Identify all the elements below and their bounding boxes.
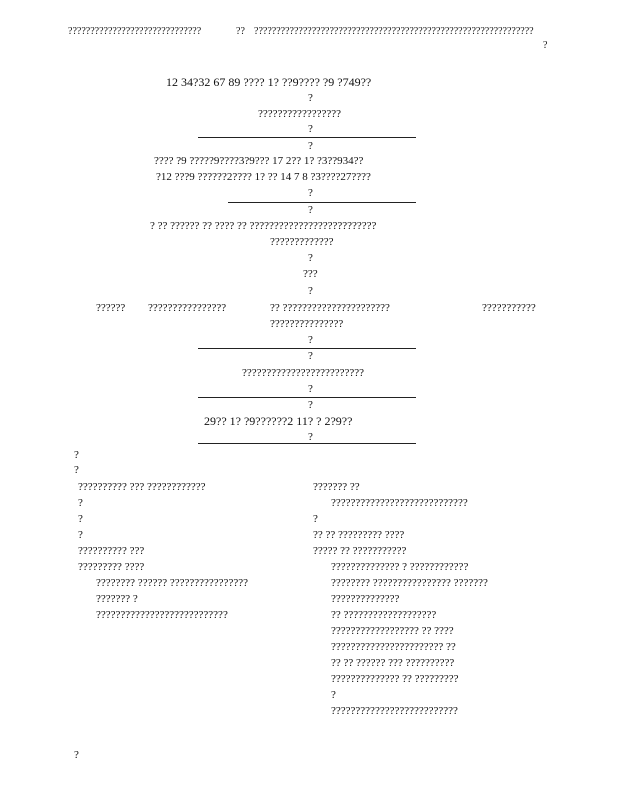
center-line-1: 12 34?32 67 89 ???? 1? ??9???? ?9 ?749?? xyxy=(166,75,372,89)
center-line-6a: ?????? xyxy=(96,302,126,314)
rule-5 xyxy=(198,443,416,444)
right-line-4: ????? ?? ??????????? xyxy=(313,545,407,557)
left-line-1: ?????????? ??? ???????????? xyxy=(78,481,206,493)
left-mark-2: ? xyxy=(74,464,79,476)
right-line-7: ?????????????? xyxy=(331,593,400,605)
center-mark-12: ? xyxy=(308,399,313,411)
left-line-5: ??????? ? xyxy=(96,593,138,605)
right-line-2: ???????????????????????????? xyxy=(331,497,468,509)
center-line-3b: ?12 ???9 ??????2???? 1? ?? 14 7 8 ?3????27???? xyxy=(156,171,371,183)
rule-1 xyxy=(198,137,416,138)
right-line-9: ?????????????????? ?? ???? xyxy=(331,625,454,637)
right-line-5: ?????????????? ? ???????????? xyxy=(331,561,469,573)
center-mark-11: ? xyxy=(308,383,313,395)
center-mark-2: ? xyxy=(308,123,313,135)
header-left-text: ?????????????????????????????? xyxy=(68,26,202,37)
center-mark-4: ? xyxy=(308,187,313,199)
right-line-8: ?? ??????????????????? xyxy=(331,609,437,621)
center-line-5: ????????????? xyxy=(270,236,334,248)
center-line-3a: ???? ?9 ?????9????3?9??? 17 2?? 1? ?3??934?? xyxy=(154,155,364,167)
left-line-3: ????????? ???? xyxy=(78,561,145,573)
center-line-6d: ??????????? xyxy=(482,302,536,314)
left-mark-4: ? xyxy=(78,513,83,525)
center-line-9: 29?? 1? ?9??????2 11? ? 2?9?? xyxy=(204,414,353,428)
center-mark-6: ? xyxy=(308,252,313,264)
right-mark-1: ? xyxy=(313,513,318,525)
center-mark-8: ? xyxy=(308,285,313,297)
right-line-10: ??????????????????????? ?? xyxy=(331,641,456,653)
center-mark-13: ? xyxy=(308,431,313,443)
center-line-8: ????????????????????????? xyxy=(242,367,365,379)
left-mark-3: ? xyxy=(78,497,83,509)
right-line-3: ?? ?? ????????? ???? xyxy=(313,529,405,541)
center-line-7: ??????????????? xyxy=(270,318,344,330)
center-mark-10: ? xyxy=(308,350,313,362)
right-line-6: ???????? ???????????????? ??????? xyxy=(331,577,488,589)
rule-2 xyxy=(228,202,416,203)
left-mark-5: ? xyxy=(78,529,83,541)
center-mark-3: ? xyxy=(308,140,313,152)
right-mark-2: ? xyxy=(331,689,336,701)
center-mark-7: ??? xyxy=(303,268,318,280)
center-line-6b: ???????????????? xyxy=(148,302,227,314)
center-line-6c: ?? ?????????????????????? xyxy=(270,302,390,314)
rule-3 xyxy=(198,348,416,349)
footer-mark: ? xyxy=(74,749,79,761)
left-mark-1: ? xyxy=(74,449,79,461)
header-right-text: ??????????????????????????????????????????????????????????????? xyxy=(254,26,534,37)
center-line-2: ????????????????? xyxy=(258,108,341,120)
right-line-12: ?????????????? ?? ????????? xyxy=(331,673,459,685)
center-mark-9: ? xyxy=(308,334,313,346)
left-line-4: ???????? ?????? ???????????????? xyxy=(96,577,248,589)
center-mark-1: ? xyxy=(308,92,313,104)
right-line-13: ?????????????????????????? xyxy=(331,705,458,717)
right-line-11: ?? ?? ?????? ??? ?????????? xyxy=(331,657,455,669)
right-line-1: ??????? ?? xyxy=(313,481,360,493)
center-mark-5: ? xyxy=(308,204,313,216)
left-line-6: ??????????????????????????? xyxy=(96,609,228,621)
left-line-2: ?????????? ??? xyxy=(78,545,145,557)
header-mid-text: ?? xyxy=(236,26,245,37)
page-mark: ? xyxy=(543,40,548,51)
center-line-4: ? ?? ?????? ?? ???? ?? ?????????????????????????? xyxy=(150,220,377,232)
rule-4 xyxy=(198,397,416,398)
